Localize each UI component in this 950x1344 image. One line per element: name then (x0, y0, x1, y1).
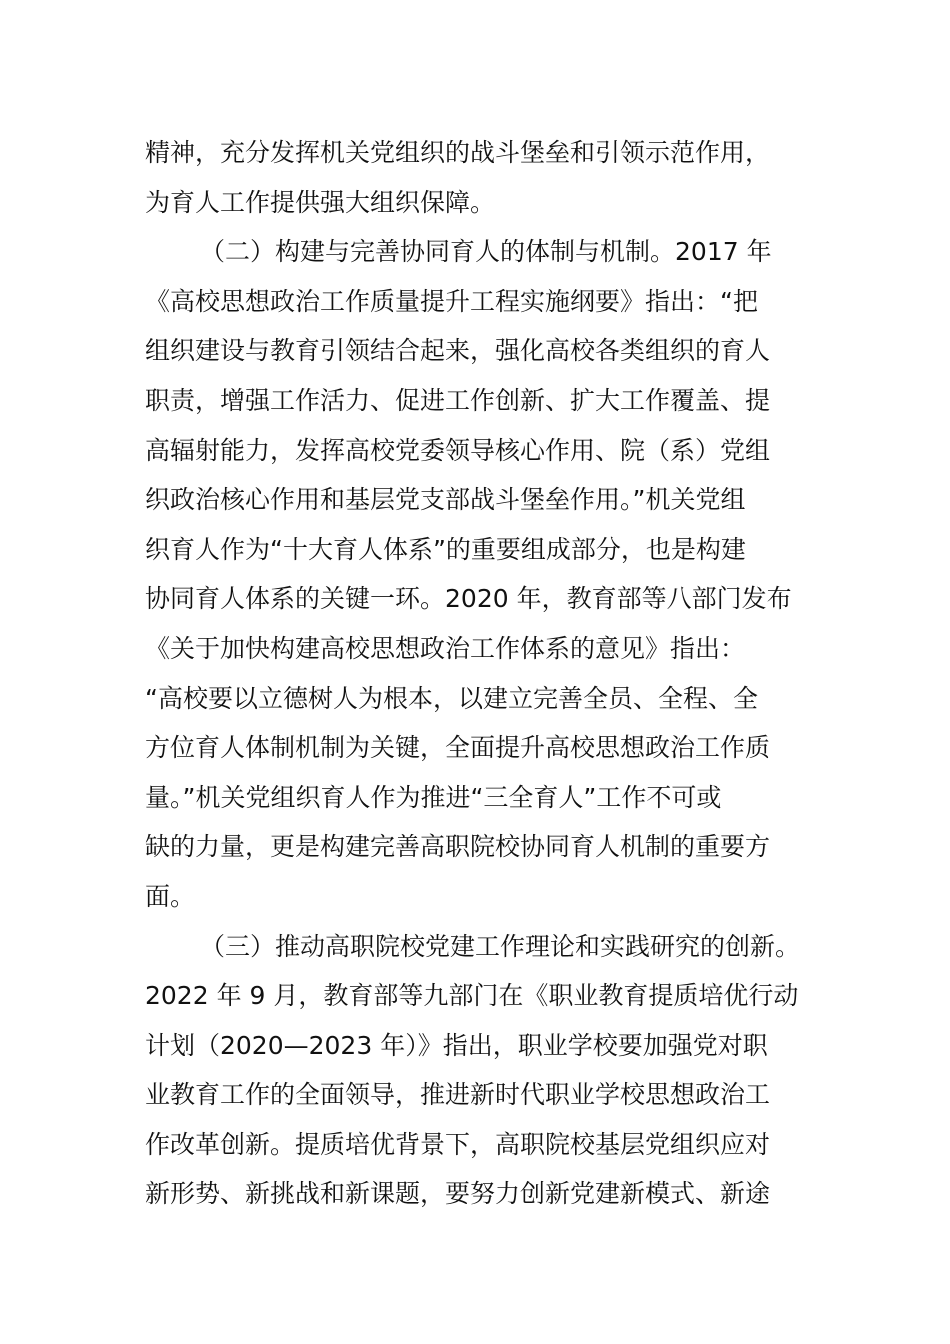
text-line: 量。”机关党组织育人作为推进“三全育人”工作不可或 (145, 782, 722, 812)
text-line: 新形势、新挑战和新课题，要努力创新党建新模式、新途 (145, 1179, 771, 1209)
text-line: 《高校思想政治工作质量提升工程实施纲要》指出：“把 (145, 286, 758, 316)
text-line: 《关于加快构建高校思想政治工作体系的意见》指出： (145, 633, 746, 663)
section-heading-line: （三）推动高职院校党建工作理论和实践研究的创新。 (200, 931, 801, 961)
text-line: 作改革创新。提质培优背景下，高职院校基层党组织应对 (145, 1129, 771, 1159)
text-line: 织政治核心作用和基层党支部战斗堡垒作用。”机关党组 (145, 485, 746, 515)
text-line: 织育人作为“十大育人体系”的重要组成部分，也是构建 (145, 534, 746, 564)
text-line: 缺的力量，更是构建完善高职院校协同育人机制的重要方 (145, 832, 771, 862)
text-line: 组织建设与教育引领结合起来，强化高校各类组织的育人 (145, 336, 771, 366)
text-line: 计划（2020—2023 年）》指出，职业学校要加强党对职 (145, 1030, 768, 1060)
text-line: 协同育人体系的关键一环。2020 年，教育部等八部门发布 (145, 584, 792, 614)
text-line: 2022 年 9 月，教育部等九部门在《职业教育提质培优行动 (145, 981, 799, 1011)
text-line: 职责，增强工作活力、促进工作创新、扩大工作覆盖、提 (145, 385, 771, 415)
text-line: 方位育人体制机制为关键，全面提升高校思想政治工作质 (145, 733, 771, 763)
text-line: 业教育工作的全面领导，推进新时代职业学校思想政治工 (145, 1080, 771, 1110)
text-line: 面。 (145, 881, 196, 911)
text-line: 为育人工作提供强大组织保障。 (145, 187, 496, 217)
section-heading-line: （二）构建与完善协同育人的体制与机制。2017 年 (200, 237, 772, 267)
body-text (145, 128, 815, 1219)
text-line: 高辐射能力，发挥高校党委领导核心作用、院（系）党组 (145, 435, 771, 465)
text-line: “高校要以立德树人为根本，以建立完善全员、全程、全 (145, 683, 758, 713)
text-line: 精神，充分发挥机关党组织的战斗堡垒和引领示范作用， (145, 138, 771, 167)
